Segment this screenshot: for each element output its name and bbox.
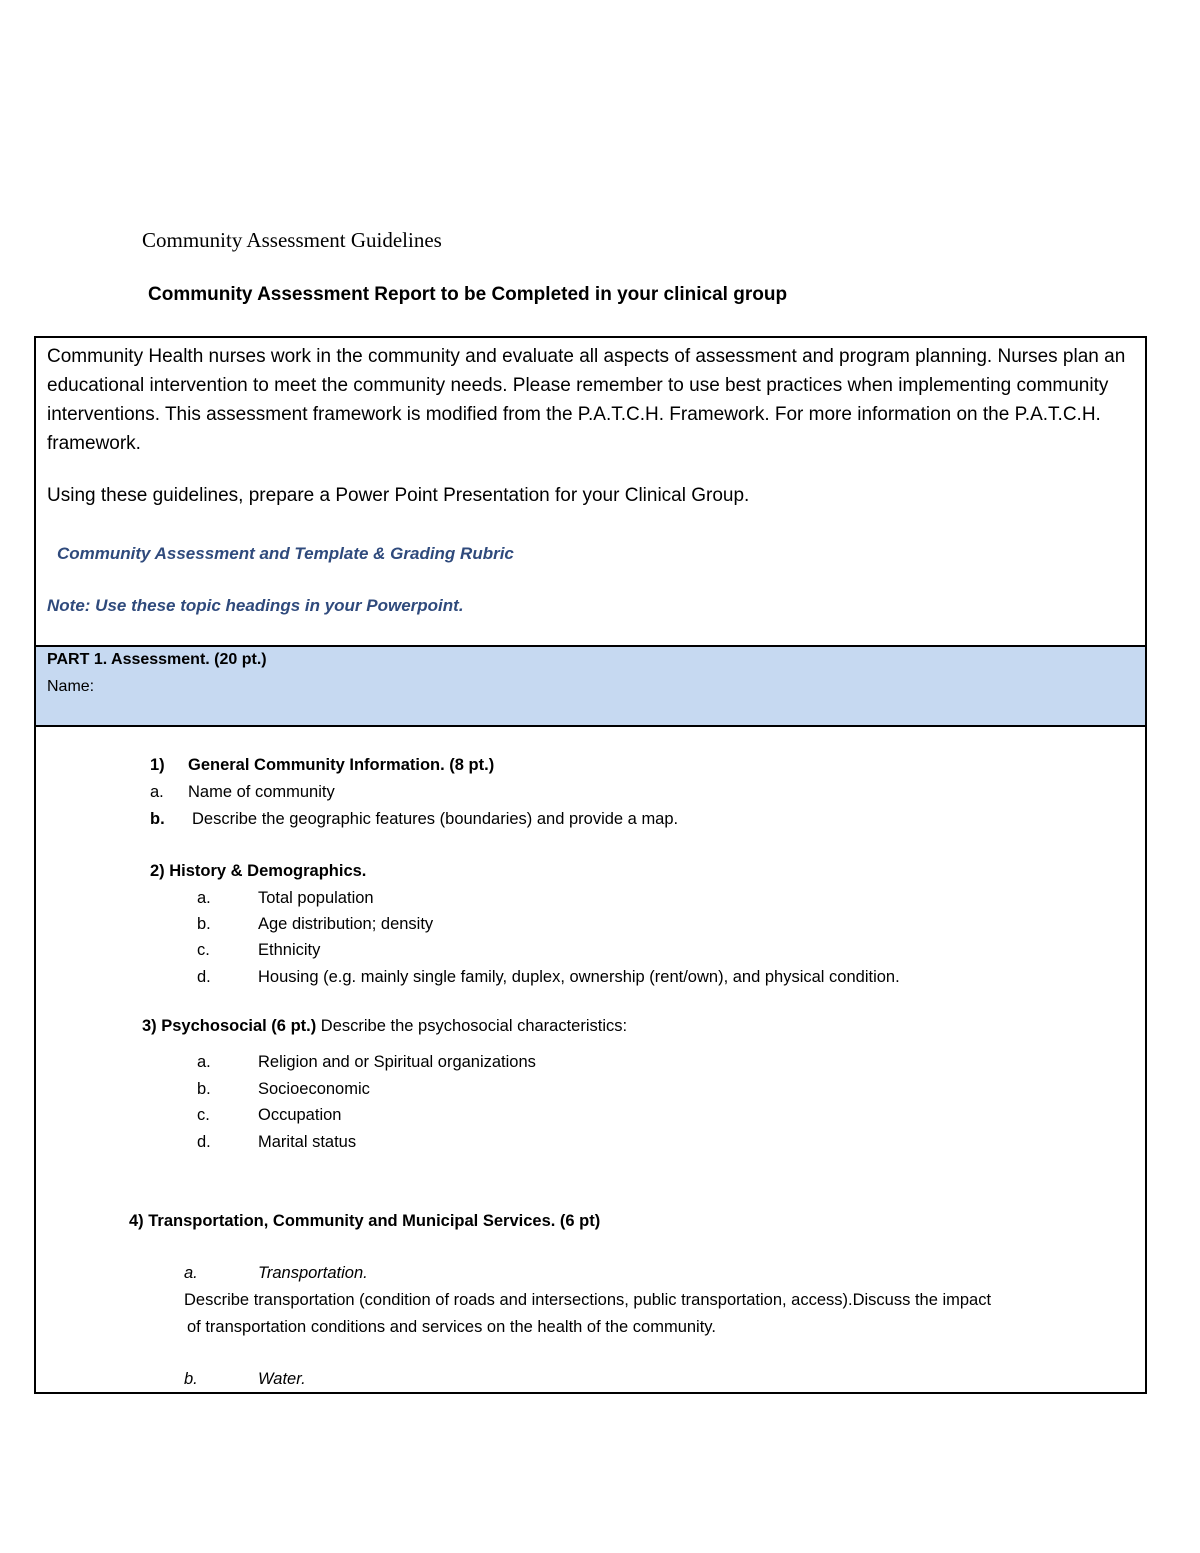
section3-item-d: Marital status [258,1133,357,1151]
section3-item-c: Occupation [258,1106,342,1124]
section3-item-a: Religion and or Spiritual organizations [258,1053,536,1071]
section2-item-d-marker: d. [197,968,211,986]
section4-item-a-marker: a. [184,1264,198,1282]
intro-cell [36,338,1145,647]
part1-title: PART 1. Assessment. (20 pt.) [47,651,267,668]
section2-item-d: Housing (e.g. mainly single family, duplex, ownership (rent/own), and physical condition. [258,968,900,986]
section2-item-c: Ethnicity [258,941,321,959]
section1-item-a: Name of community [188,783,335,801]
topic-headings-note: Note: Use these topic headings in your Powerpoint. [47,596,464,615]
template-rubric-link[interactable]: Community Assessment and Template & Grading Rubric [57,544,514,563]
section3-item-c-marker: c. [197,1106,210,1124]
section4-item-a-title: Transportation. [258,1264,368,1282]
section3-item-b: Socioeconomic [258,1080,370,1098]
document-title: Community Assessment Guidelines [142,228,442,252]
section3-item-a-marker: a. [197,1053,211,1071]
section1-heading: General Community Information. (8 pt.) [188,756,495,774]
intro-instruction: Using these guidelines, prepare a Power Point Presentation for your Clinical Group. [47,485,750,506]
section3-item-d-marker: d. [197,1133,211,1151]
section2-item-c-marker: c. [197,941,210,959]
section4-item-a-description-cont: of transportation conditions and services on the health of the community. [187,1318,716,1336]
section1-number: 1) [150,756,165,774]
section3-heading: 3) Psychosocial (6 pt.) [142,1017,317,1035]
assessment-content [36,727,1145,1392]
section4-heading: 4) Transportation, Community and Municipal Services. (6 pt) [129,1212,601,1230]
part1-header [36,647,1145,727]
intro-paragraph: Community Health nurses work in the community and evaluate all aspects of assessment and program planning. Nurses plan an educational intervention to meet the community needs. Please remember to use best practices when implementing community interventions. This assessment framework is modified from the P.A.T.C.H. Framework. For more information on the P.A.T.C.H. framework. [47,346,1126,454]
section3-item-b-marker: b. [197,1080,211,1098]
guidelines-table [34,336,1147,1394]
section4-item-b-title: Water. [258,1370,306,1388]
section2-heading: 2) History & Demographics. [150,862,367,880]
section3-heading-line [142,1017,627,1036]
section1-item-b: Describe the geographic features (boundaries) and provide a map. [192,810,679,828]
section4-item-b-marker: b. [184,1370,198,1388]
section2-item-a: Total population [258,889,374,907]
section2-item-b: Age distribution; density [258,915,434,933]
section2-item-a-marker: a. [197,889,211,907]
section3-description: Describe the psychosocial characteristics: [316,1017,628,1035]
section1-item-a-marker: a. [150,783,164,801]
section1-item-b-marker: b. [150,810,165,828]
name-field-label: Name: [47,678,95,695]
section2-item-b-marker: b. [197,915,211,933]
document-subtitle: Community Assessment Report to be Completed in your clinical group [148,284,788,305]
section4-item-a-description: Describe transportation (condition of roads and intersections, public transportation, access).Discuss the impact [184,1291,992,1309]
